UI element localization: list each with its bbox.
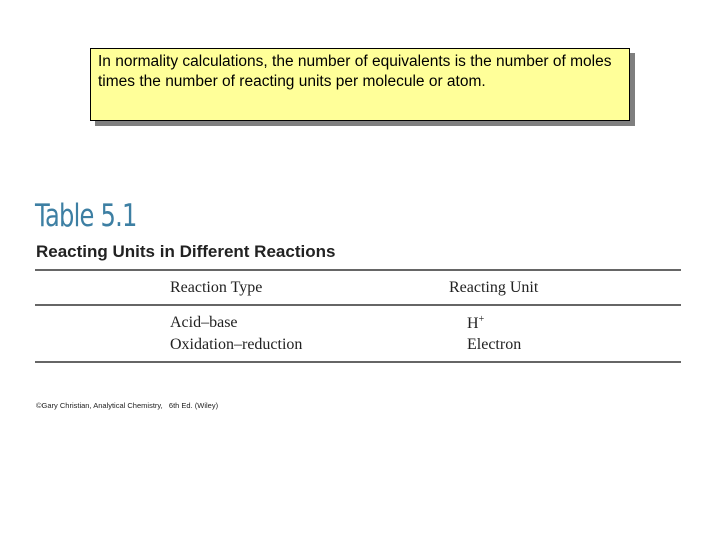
table-top-rule (35, 269, 681, 271)
table-title: Reacting Units in Different Reactions (36, 242, 336, 261)
column-header-reacting-unit: Reacting Unit (449, 279, 539, 296)
copyright-credit: ©Gary Christian, Analytical Chemistry, 6th Ed. (Wiley) (36, 401, 219, 410)
table-header-rule (35, 304, 681, 306)
row-2-reaction-type: Oxidation–reduction (170, 336, 303, 353)
table-number: Table 5.1 (35, 198, 137, 234)
row-1-reaction-type: Acid–base (170, 314, 238, 331)
charge-superscript: + (478, 314, 485, 325)
callout-text: In normality calculations, the number of equivalents is the number of moles times the number of reacting units per molecule or atom. (98, 53, 612, 90)
callout-box (90, 48, 630, 121)
table-bottom-rule (35, 361, 681, 363)
reacting-unit-symbol: H (467, 315, 479, 332)
column-header-reaction-type: Reaction Type (170, 279, 263, 296)
row-2-reacting-unit: Electron (467, 336, 522, 353)
row-1-reacting-unit (467, 314, 484, 333)
